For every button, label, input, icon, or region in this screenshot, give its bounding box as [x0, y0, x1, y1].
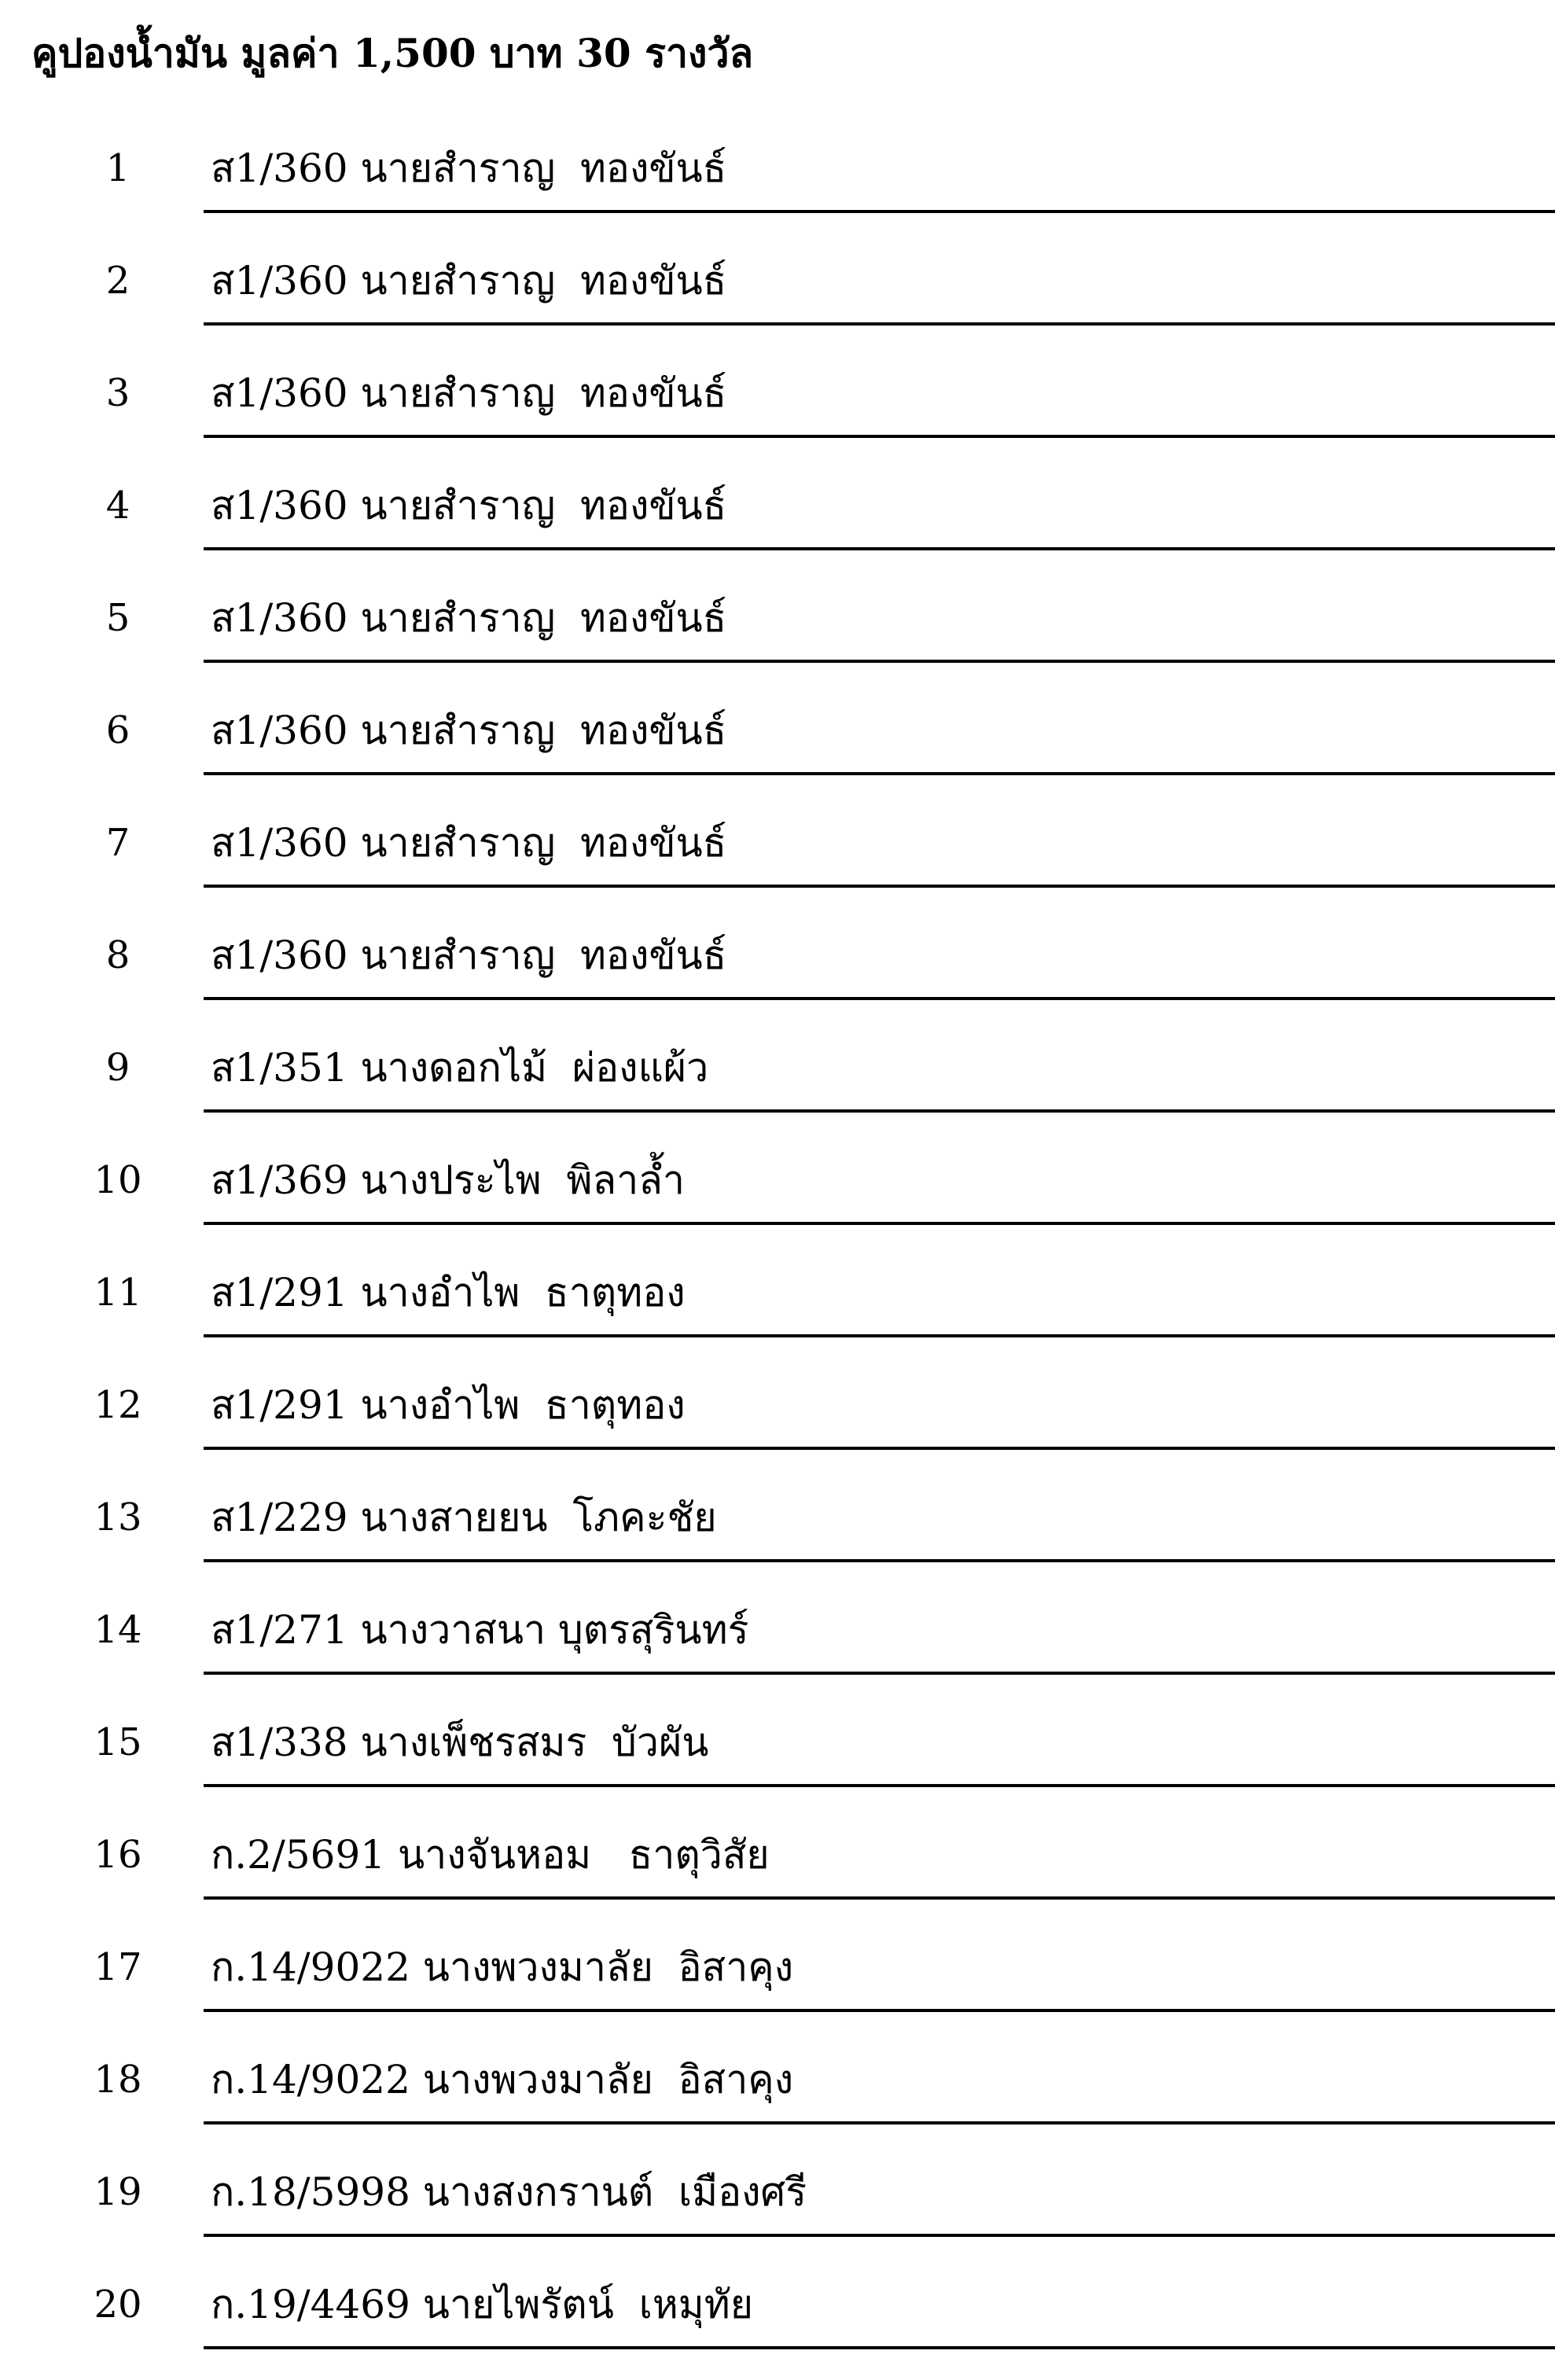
- item-number: 16: [94, 1833, 142, 1877]
- item-entry: ส1/338 นางเพ็ชรสมร บัวผัน: [211, 1720, 709, 1765]
- item-number: 9: [105, 1046, 131, 1090]
- item-number: 10: [94, 1158, 142, 1202]
- item-number: 2: [105, 259, 131, 303]
- item-entry: ส1/291 นางอำไพ ธาตุทอง: [211, 1382, 686, 1428]
- item-entry: ก.19/4469 นายไพรัตน์ เหมุทัย: [211, 2282, 753, 2327]
- list-item: [0, 918, 1555, 1031]
- item-number: 1: [105, 146, 131, 190]
- item-entry: ส1/229 นางสายยน โภคะชัย: [211, 1495, 717, 1540]
- underline-divider: [204, 1334, 1555, 1337]
- item-entry: ส1/351 นางดอกไม้ ผ่องแผ้ว: [211, 1045, 709, 1091]
- item-entry: ส1/360 นายสำราญ ทองขันธ์: [211, 820, 727, 866]
- list-item: [0, 1368, 1555, 1481]
- item-number: 8: [105, 933, 131, 977]
- underline-divider: [204, 435, 1555, 438]
- item-number: 17: [94, 1945, 142, 1989]
- item-number: 5: [105, 596, 131, 640]
- item-entry: ส1/360 นายสำราญ ทองขันธ์: [211, 370, 727, 416]
- underline-divider: [204, 1222, 1555, 1225]
- underline-divider: [204, 1672, 1555, 1675]
- item-entry: ก.18/5998 นางสงกรานต์ เมืองศรี: [211, 2169, 807, 2215]
- underline-divider: [204, 2346, 1555, 2349]
- item-entry: ส1/360 นายสำราญ ทองขันธ์: [211, 145, 727, 191]
- item-entry: ส1/360 นายสำราญ ทองขันธ์: [211, 595, 727, 641]
- underline-divider: [204, 997, 1555, 1000]
- item-number: 3: [105, 371, 131, 415]
- list-item: [0, 1031, 1555, 1143]
- list-item: [0, 2155, 1555, 2268]
- list-item: [0, 1818, 1555, 1930]
- item-entry: ก.14/9022 นางพวงมาลัย อิสาคุง: [211, 1944, 794, 1990]
- list-item: [0, 244, 1555, 356]
- list-item: [0, 1143, 1555, 1256]
- list-item: [0, 1705, 1555, 1818]
- underline-divider: [204, 1559, 1555, 1562]
- underline-divider: [204, 2009, 1555, 2012]
- item-entry: ส1/360 นายสำราญ ทองขันธ์: [211, 483, 727, 528]
- item-number: 20: [94, 2283, 142, 2327]
- list-item: [0, 693, 1555, 806]
- item-number: 14: [94, 1608, 142, 1652]
- item-entry: ส1/360 นายสำราญ ทองขันธ์: [211, 708, 727, 753]
- item-number: 19: [94, 2170, 142, 2214]
- underline-divider: [204, 1109, 1555, 1113]
- item-number: 12: [94, 1383, 142, 1427]
- underline-divider: [204, 885, 1555, 888]
- list-item: [0, 469, 1555, 581]
- underline-divider: [204, 322, 1555, 326]
- item-number: 4: [105, 484, 131, 528]
- item-entry: ส1/291 นางอำไพ ธาตุทอง: [211, 1270, 686, 1315]
- item-entry: ส1/271 นางวาสนา บุตรสุรินทร์: [211, 1607, 749, 1653]
- list-item: [0, 1593, 1555, 1705]
- item-entry: ก.14/9022 นางพวงมาลัย อิสาคุง: [211, 2057, 794, 2102]
- item-number: 6: [105, 708, 131, 752]
- underline-divider: [204, 2234, 1555, 2237]
- list-item: [0, 2268, 1555, 2380]
- underline-divider: [204, 1447, 1555, 1450]
- item-number: 11: [94, 1271, 142, 1315]
- underline-divider: [204, 1896, 1555, 1900]
- underline-divider: [204, 547, 1555, 550]
- underline-divider: [204, 772, 1555, 775]
- item-number: 15: [94, 1720, 142, 1764]
- underline-divider: [204, 660, 1555, 663]
- list-item: [0, 356, 1555, 469]
- list-item: [0, 131, 1555, 244]
- page-title: คูปองน้ำมัน มูลค่า 1,500 บาท 30 รางวัล: [31, 30, 754, 76]
- item-entry: ส1/360 นายสำราญ ทองขันธ์: [211, 258, 727, 303]
- list-item: [0, 1256, 1555, 1368]
- item-number: 18: [94, 2058, 142, 2102]
- winner-list: [0, 131, 1555, 2380]
- list-item: [0, 1481, 1555, 1593]
- underline-divider: [204, 2121, 1555, 2124]
- underline-divider: [204, 1784, 1555, 1787]
- item-entry: ส1/369 นางประไพ พิลาล้ำ: [211, 1157, 685, 1203]
- list-item: [0, 581, 1555, 693]
- item-number: 13: [94, 1495, 142, 1539]
- underline-divider: [204, 210, 1555, 213]
- item-number: 7: [105, 821, 131, 865]
- item-entry: ก.2/5691 นางจันหอม ธาตุวิสัย: [211, 1832, 770, 1878]
- item-entry: ส1/360 นายสำราญ ทองขันธ์: [211, 933, 727, 978]
- list-item: [0, 2043, 1555, 2155]
- list-item: [0, 1930, 1555, 2043]
- list-item: [0, 806, 1555, 918]
